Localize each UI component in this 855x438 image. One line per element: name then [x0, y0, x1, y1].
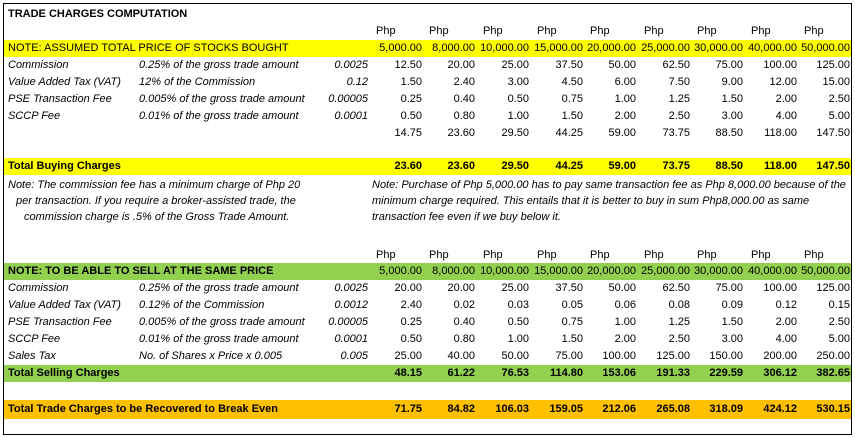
selling-row-value: 0.12	[775, 299, 797, 311]
buying-row	[4, 57, 851, 74]
grand-total-value: 84.82	[447, 403, 475, 415]
selling-row-value: 25.00	[501, 282, 529, 294]
buying-currency-label: Php	[590, 25, 610, 37]
selling-row-description: 0.005% of the gross trade amount	[139, 316, 305, 328]
grand-total-value: 159.05	[549, 403, 583, 415]
selling-total-value: 153.06	[602, 367, 636, 379]
selling-row-description: No. of Shares x Price x 0.005	[139, 350, 283, 362]
selling-row-description: 0.12% of the Commission	[139, 299, 265, 311]
selling-row-value: 75.00	[715, 282, 743, 294]
grand-total-label: Total Trade Charges to be Recovered to Break Even	[8, 403, 278, 415]
buying-total-value: 88.50	[715, 160, 743, 172]
buying-row-value: 0.40	[453, 93, 475, 105]
buying-row-value: 4.00	[775, 110, 797, 122]
buying-subtotal-value: 59.00	[608, 127, 636, 139]
buying-subtotal-value: 29.50	[501, 127, 529, 139]
buying-currency-label: Php	[537, 25, 557, 37]
buying-row-label: PSE Transaction Fee	[8, 93, 112, 105]
buying-row-value: 25.00	[501, 59, 529, 71]
selling-row-value: 0.08	[668, 299, 690, 311]
grand-total-value: 424.12	[763, 403, 797, 415]
selling-row-value: 50.00	[501, 350, 529, 362]
buying-row-value: 7.50	[668, 76, 690, 88]
selling-row-value: 0.50	[400, 333, 422, 345]
buying-subtotal-value: 14.75	[394, 127, 422, 139]
buying-row-rate: 0.00005	[328, 93, 368, 105]
selling-row-label: Commission	[8, 282, 69, 294]
selling-total-value: 48.15	[394, 367, 422, 379]
buying-currency-row	[4, 23, 851, 40]
selling-header-row	[4, 263, 851, 280]
buying-currency-label: Php	[644, 25, 664, 37]
buying-row-value: 1.00	[507, 110, 529, 122]
selling-amount: 50,000.00	[801, 265, 850, 277]
buying-row	[4, 74, 851, 91]
buying-row-value: 50.00	[608, 59, 636, 71]
buying-row-value: 100.00	[763, 59, 797, 71]
selling-row-rate: 0.00005	[328, 316, 368, 328]
selling-total-value: 229.59	[709, 367, 743, 379]
buying-row-value: 37.50	[555, 59, 583, 71]
buying-total-value: 29.50	[501, 160, 529, 172]
buying-row-label: Value Added Tax (VAT)	[8, 76, 121, 88]
grand-total-value: 265.08	[656, 403, 690, 415]
selling-row-value: 2.40	[400, 299, 422, 311]
buying-row-value: 1.25	[668, 93, 690, 105]
buying-row-label: Commission	[8, 59, 69, 71]
selling-row-value: 0.05	[561, 299, 583, 311]
selling-row-value: 1.00	[614, 316, 636, 328]
selling-row-value: 40.00	[447, 350, 475, 362]
buying-amount: 30,000.00	[694, 42, 743, 54]
selling-row-value: 0.25	[400, 316, 422, 328]
buying-row-value: 0.50	[400, 110, 422, 122]
buying-note-left	[8, 177, 308, 225]
selling-row-value: 0.80	[453, 333, 475, 345]
buying-subtotal-value: 73.75	[662, 127, 690, 139]
selling-row-value: 1.00	[507, 333, 529, 345]
selling-amount: 10,000.00	[480, 265, 529, 277]
note-left-line-3: commission charge is .5% of the Gross Trade Amount.	[24, 211, 290, 223]
selling-row-value: 125.00	[656, 350, 690, 362]
buying-row-value: 5.00	[828, 110, 850, 122]
selling-total-label: Total Selling Charges	[8, 367, 120, 379]
buying-amount: 20,000.00	[587, 42, 636, 54]
buying-row-value: 1.50	[400, 76, 422, 88]
selling-amount: 15,000.00	[534, 265, 583, 277]
selling-currency-label: Php	[644, 249, 664, 261]
selling-row-value: 0.03	[507, 299, 529, 311]
buying-row-description: 0.01% of the gross trade amount	[139, 110, 299, 122]
buying-row-value: 9.00	[721, 76, 743, 88]
selling-row-value: 25.00	[394, 350, 422, 362]
selling-row-value: 200.00	[763, 350, 797, 362]
buying-row-label: SCCP Fee	[8, 110, 61, 122]
grand-total-value: 530.15	[816, 403, 850, 415]
selling-row	[4, 348, 851, 365]
selling-row-value: 4.00	[775, 333, 797, 345]
selling-total-value: 382.65	[816, 367, 850, 379]
buying-subtotal-row	[4, 125, 851, 142]
selling-row-value: 3.00	[721, 333, 743, 345]
selling-total-value: 191.33	[656, 367, 690, 379]
buying-row-value: 1.50	[561, 110, 583, 122]
selling-row-value: 100.00	[602, 350, 636, 362]
title-row	[4, 6, 851, 23]
selling-row-value: 0.50	[507, 316, 529, 328]
buying-amount: 10,000.00	[480, 42, 529, 54]
selling-row-value: 1.50	[721, 316, 743, 328]
selling-currency-label: Php	[537, 249, 557, 261]
buying-row-value: 0.25	[400, 93, 422, 105]
selling-row-label: Value Added Tax (VAT)	[8, 299, 121, 311]
buying-amount: 8,000.00	[432, 42, 475, 54]
selling-row	[4, 280, 851, 297]
buying-total-value: 147.50	[816, 160, 850, 172]
buying-row-value: 62.50	[662, 59, 690, 71]
buying-header-label: NOTE: ASSUMED TOTAL PRICE OF STOCKS BOUGHT	[8, 42, 289, 54]
buying-row-value: 2.50	[828, 93, 850, 105]
grand-total-value: 318.09	[709, 403, 743, 415]
selling-row-rate: 0.0001	[334, 333, 368, 345]
page-title: TRADE CHARGES COMPUTATION	[8, 8, 188, 20]
selling-row-value: 0.15	[828, 299, 850, 311]
buying-total-label: Total Buying Charges	[8, 160, 121, 172]
selling-row	[4, 331, 851, 348]
buying-row-value: 2.00	[775, 93, 797, 105]
selling-currency-label: Php	[751, 249, 771, 261]
note-right-line-1: Note: Purchase of Php 5,000.00 has to pay same transaction fee as Php 8,000.00 because of the	[372, 179, 846, 191]
buying-total-value: 73.75	[662, 160, 690, 172]
selling-row-label: Sales Tax	[8, 350, 56, 362]
buying-total-value: 118.00	[763, 160, 797, 172]
selling-row-value: 0.75	[561, 316, 583, 328]
selling-currency-label: Php	[697, 249, 717, 261]
buying-row-rate: 0.0025	[334, 59, 368, 71]
buying-amount: 40,000.00	[748, 42, 797, 54]
buying-row-value: 1.50	[721, 93, 743, 105]
selling-total-value: 76.53	[501, 367, 529, 379]
selling-row-value: 100.00	[763, 282, 797, 294]
selling-row-description: 0.25% of the gross trade amount	[139, 282, 299, 294]
selling-row-value: 5.00	[828, 333, 850, 345]
buying-note-right	[372, 177, 850, 225]
buying-row-value: 12.50	[394, 59, 422, 71]
buying-row-description: 0.005% of the gross trade amount	[139, 93, 305, 105]
buying-row-value: 0.50	[507, 93, 529, 105]
buying-subtotal-value: 88.50	[715, 127, 743, 139]
selling-row-label: PSE Transaction Fee	[8, 316, 112, 328]
buying-currency-label: Php	[376, 25, 396, 37]
buying-row-value: 2.00	[614, 110, 636, 122]
selling-row-value: 37.50	[555, 282, 583, 294]
grand-total-value: 212.06	[602, 403, 636, 415]
note-left-line-2: per transaction. If you require a broker-assisted trade, the	[16, 195, 296, 207]
selling-amount: 25,000.00	[641, 265, 690, 277]
selling-row-value: 250.00	[816, 350, 850, 362]
selling-header-label: NOTE: TO BE ABLE TO SELL AT THE SAME PRICE	[8, 265, 274, 277]
buying-currency-label: Php	[429, 25, 449, 37]
selling-row-value: 1.50	[561, 333, 583, 345]
selling-row-value: 150.00	[709, 350, 743, 362]
selling-row-label: SCCP Fee	[8, 333, 61, 345]
buying-row-value: 3.00	[721, 110, 743, 122]
selling-total-value: 114.80	[549, 367, 583, 379]
selling-row-value: 0.40	[453, 316, 475, 328]
buying-currency-label: Php	[804, 25, 824, 37]
buying-row-value: 6.00	[614, 76, 636, 88]
grand-total-row	[4, 400, 851, 419]
buying-row-value: 20.00	[447, 59, 475, 71]
buying-amount: 50,000.00	[801, 42, 850, 54]
selling-row-value: 75.00	[555, 350, 583, 362]
selling-total-value: 61.22	[447, 367, 475, 379]
note-right-line-2: minimum charge required. This entails that it is better to buy in sum Php8,000.00 as same	[372, 195, 810, 207]
selling-row-value: 2.50	[828, 316, 850, 328]
buying-total-value: 59.00	[608, 160, 636, 172]
buying-total-value: 44.25	[555, 160, 583, 172]
selling-row-value: 0.06	[614, 299, 636, 311]
selling-row-value: 62.50	[662, 282, 690, 294]
buying-total-value: 23.60	[447, 160, 475, 172]
buying-currency-label: Php	[483, 25, 503, 37]
selling-row-value: 0.02	[453, 299, 475, 311]
buying-subtotal-value: 23.60	[447, 127, 475, 139]
selling-row-rate: 0.0012	[334, 299, 368, 311]
buying-subtotal-value: 118.00	[764, 127, 797, 139]
selling-row	[4, 297, 851, 314]
buying-row-value: 4.50	[561, 76, 583, 88]
buying-row-value: 75.00	[715, 59, 743, 71]
buying-row	[4, 108, 851, 125]
selling-row-value: 2.00	[614, 333, 636, 345]
selling-row-rate: 0.005	[340, 350, 368, 362]
buying-row-value: 0.75	[561, 93, 583, 105]
selling-currency-label: Php	[804, 249, 824, 261]
buying-row-description: 12% of the Commission	[139, 76, 256, 88]
selling-amount: 30,000.00	[694, 265, 743, 277]
buying-row-value: 2.40	[453, 76, 475, 88]
buying-currency-label: Php	[697, 25, 717, 37]
buying-amount: 5,000.00	[379, 42, 422, 54]
note-right-line-3: transaction fee even if we buy below it.	[372, 211, 561, 223]
buying-currency-label: Php	[751, 25, 771, 37]
buying-row-value: 0.80	[453, 110, 475, 122]
buying-row-value: 15.00	[822, 76, 850, 88]
selling-currency-label: Php	[483, 249, 503, 261]
selling-row-value: 0.09	[721, 299, 743, 311]
buying-row-value: 3.00	[507, 76, 529, 88]
selling-currency-label: Php	[376, 249, 396, 261]
buying-subtotal-value: 147.50	[816, 127, 850, 139]
selling-amount: 8,000.00	[432, 265, 475, 277]
note-left-line-1: Note: The commission fee has a minimum charge of Php 20	[8, 179, 301, 191]
buying-subtotal-value: 44.25	[555, 127, 583, 139]
selling-row-value: 20.00	[394, 282, 422, 294]
selling-row-value: 50.00	[608, 282, 636, 294]
selling-currency-row	[4, 247, 851, 264]
buying-total-value: 23.60	[394, 160, 422, 172]
buying-row-rate: 0.0001	[334, 110, 368, 122]
selling-row-rate: 0.0025	[334, 282, 368, 294]
buying-row-rate: 0.12	[346, 76, 368, 88]
buying-row	[4, 91, 851, 108]
grand-total-value: 106.03	[495, 403, 529, 415]
buying-row-value: 2.50	[668, 110, 690, 122]
buying-row-value: 1.00	[614, 93, 636, 105]
selling-row-description: 0.01% of the gross trade amount	[139, 333, 299, 345]
spreadsheet	[3, 3, 852, 435]
selling-row	[4, 314, 851, 331]
selling-currency-label: Php	[590, 249, 610, 261]
buying-total-row	[4, 158, 851, 175]
buying-amount: 25,000.00	[641, 42, 690, 54]
buying-row-value: 125.00	[816, 59, 850, 71]
selling-currency-label: Php	[429, 249, 449, 261]
selling-amount: 20,000.00	[587, 265, 636, 277]
grand-total-value: 71.75	[394, 403, 422, 415]
selling-amount: 5,000.00	[379, 265, 422, 277]
selling-row-value: 1.25	[668, 316, 690, 328]
buying-row-value: 12.00	[769, 76, 797, 88]
selling-row-value: 125.00	[816, 282, 850, 294]
buying-row-description: 0.25% of the gross trade amount	[139, 59, 299, 71]
selling-amount: 40,000.00	[748, 265, 797, 277]
selling-row-value: 20.00	[447, 282, 475, 294]
selling-row-value: 2.00	[775, 316, 797, 328]
selling-total-row	[4, 365, 851, 382]
buying-header-row	[4, 40, 851, 57]
selling-total-value: 306.12	[763, 367, 797, 379]
buying-amount: 15,000.00	[534, 42, 583, 54]
selling-row-value: 2.50	[668, 333, 690, 345]
